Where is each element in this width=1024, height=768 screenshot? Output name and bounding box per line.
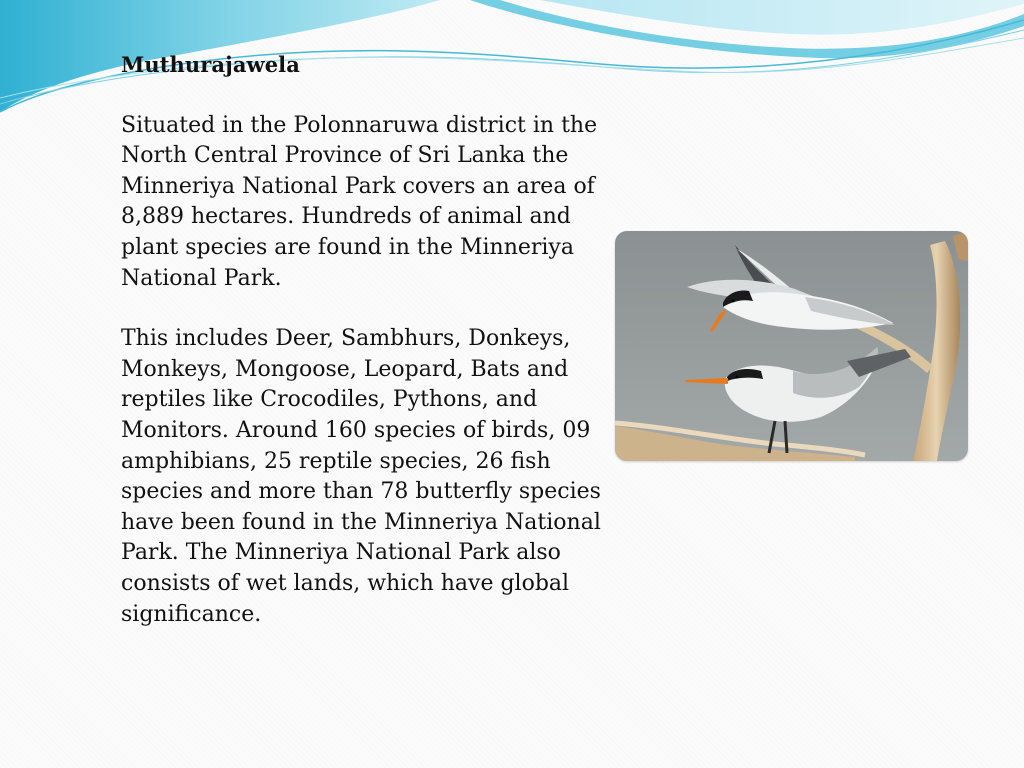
paragraph-species: This includes Deer, Sambhurs, Donkeys, Monkeys, Mongoose, Leopard, Bats and reptiles like Crocodiles, Pythons, and Monitors. Around 160 species of birds, 09 amphibians, 25 reptile species, 26 fish species and more than 78 butterfly species have been found in the Minneriya National Park. The Minneriya National Park also consists of wet lands, which have global significance. xyxy=(121,326,601,627)
paragraph-intro: Situated in the Polonnaruwa district in the North Central Province of Sri Lanka the Minneriya National Park covers an area of 8,889 hectares. Hundreds of animal and plant species are found in the Minneriya National Park. xyxy=(121,112,598,291)
slide-title: Muthurajawela xyxy=(121,52,300,77)
terns-on-branch-photo-icon xyxy=(615,231,968,461)
slide-text xyxy=(121,50,601,660)
terns-photo xyxy=(615,231,968,461)
